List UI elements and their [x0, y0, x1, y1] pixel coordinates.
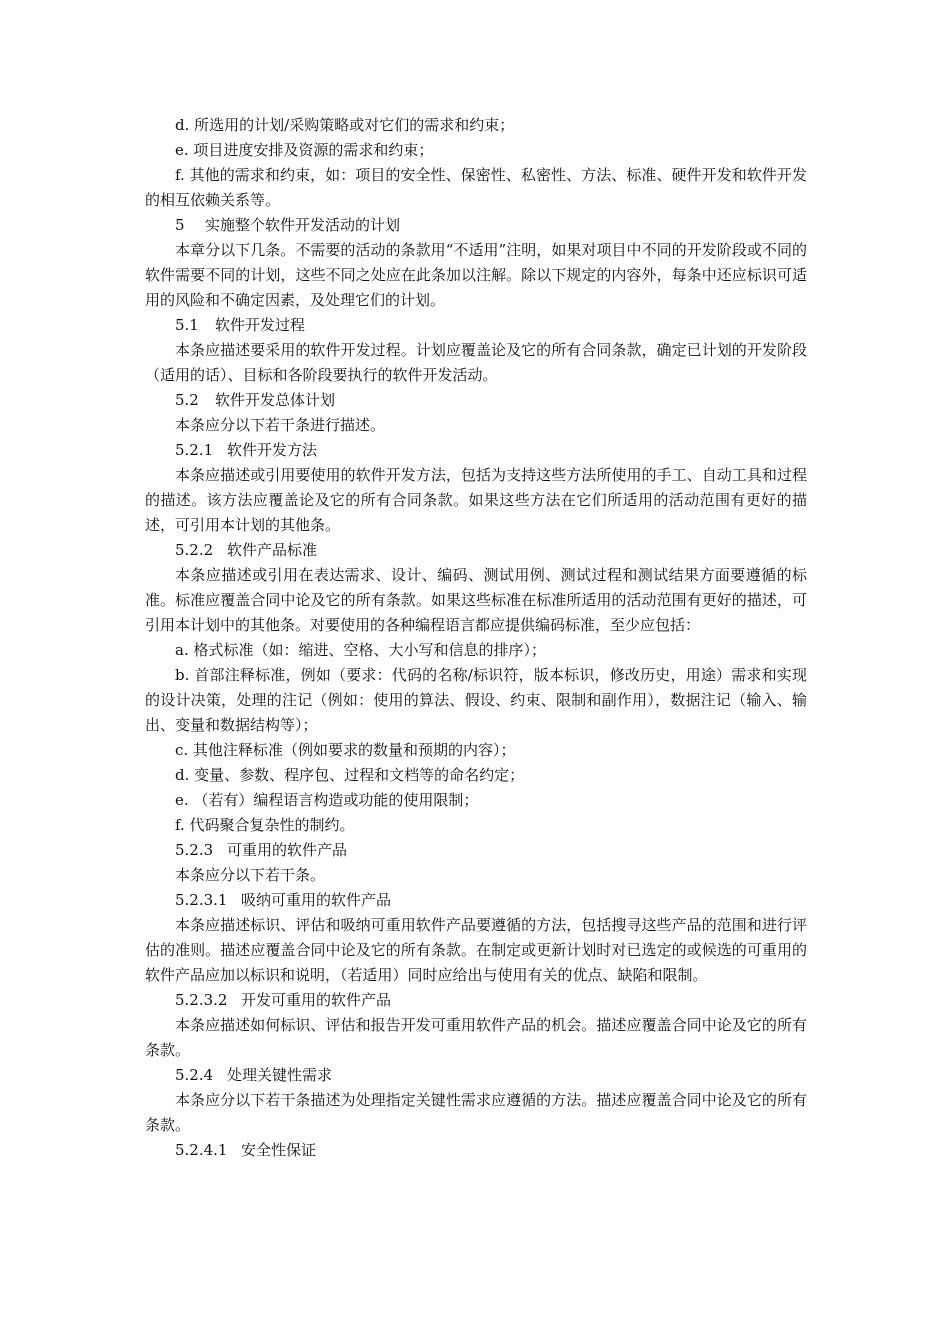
section-title: 吸纳可重用的软件产品 — [241, 891, 392, 909]
section-number: 5.2.3.2 — [175, 991, 228, 1009]
section-title: 实施整个软件开发活动的计划 — [205, 216, 401, 234]
section-body-5-2-1: 本条应描述或引用要使用的软件开发方法，包括为支持这些方法所使用的手工、自动工具和过程的描述。该方法应覆盖论及它的所有合同条款。如果这些方法在它们所适用的活动范围有更好的描述，可引用本计划的其他条。 — [145, 466, 807, 534]
section-heading-5-1 — [145, 313, 807, 338]
section-number: 5.2.1 — [175, 441, 214, 459]
section-heading-5-2 — [145, 388, 807, 413]
section-heading-5-2-3 — [145, 838, 807, 863]
section-heading-5-2-2 — [145, 538, 807, 563]
section-number: 5.2.3 — [175, 841, 214, 859]
list-item-f: f. 代码聚合复杂性的制约。 — [175, 816, 355, 834]
section-title: 安全性保证 — [241, 1141, 317, 1159]
section-body-5-2-3-2: 本条应描述如何标识、评估和报告开发可重用软件产品的机会。描述应覆盖合同中论及它的所有条款。 — [145, 1016, 807, 1059]
section-heading-5-2-1 — [145, 438, 807, 463]
section-body-5-2-4: 本条应分以下若干条描述为处理指定关键性需求应遵循的方法。描述应覆盖合同中论及它的所有条款。 — [145, 1091, 807, 1134]
list-item-e: e. （若有）编程语言构造或功能的使用限制； — [175, 791, 479, 809]
section-number: 5.2.4 — [175, 1066, 214, 1084]
section-heading-5-2-3-1 — [145, 888, 807, 913]
section-body-5-2-3-1: 本条应描述标识、评估和吸纳可重用软件产品要遵循的方法，包括搜寻这些产品的范围和进行评估的准则。描述应覆盖合同中论及它的所有条款。在制定或更新计划时对已选定的或候选的可重用的软件产品应加以标识和说明，（若适用）同时应给出与使用有关的优点、缺陷和限制。 — [145, 916, 807, 984]
section-title: 软件开发过程 — [215, 316, 306, 334]
section-body-5-2-2: 本条应描述或引用在表达需求、设计、编码、测试用例、测试过程和测试结果方面要遵循的标准。标准应覆盖合同中论及它的所有条款。如果这些标准在标准所适用的活动范围有更好的描述，可引用本计划中的其他条。对要使用的各种编程语言都应提供编码标准，至少应包括： — [145, 566, 807, 634]
section-body-5: 本章分以下几条。不需要的活动的条款用“不适用”注明，如果对项目中不同的开发阶段或不同的软件需要不同的计划，这些不同之处应在此条加以注解。除以下规定的内容外，每条中还应标识可适用的风险和不确定因素，及处理它们的计划。 — [145, 241, 807, 309]
list-item-d: d. 变量、参数、程序包、过程和文档等的命名约定； — [175, 766, 525, 784]
document-page — [145, 113, 807, 1163]
list-item-f: f. 其他的需求和约束，如：项目的安全性、保密性、私密性、方法、标准、硬件开发和软件开发的相互依赖关系等。 — [145, 166, 807, 209]
section-number: 5.2.4.1 — [175, 1141, 228, 1159]
section-heading-5 — [145, 213, 807, 238]
section-number: 5.2.2 — [175, 541, 214, 559]
section-title: 处理关键性需求 — [227, 1066, 333, 1084]
section-heading-5-2-3-2 — [145, 988, 807, 1013]
section-title: 开发可重用的软件产品 — [241, 991, 392, 1009]
section-title: 软件开发方法 — [227, 441, 318, 459]
list-item-d: d. 所选用的计划/采购策略或对它们的需求和约束； — [175, 116, 515, 134]
section-heading-5-2-4 — [145, 1063, 807, 1088]
section-title: 可重用的软件产品 — [227, 841, 348, 859]
list-item-b: b. 首部注释标准，例如（要求：代码的名称/标识符，版本标识，修改历史，用途）需求和实现的设计决策，处理的注记（例如：使用的算法、假设、约束、限制和副作用），数据注记（输入、输出、变量和数据结构等）； — [145, 666, 807, 734]
section-body-5-2-3: 本条应分以下若干条。 — [175, 866, 326, 884]
section-body-5-1: 本条应描述要采用的软件开发过程。计划应覆盖论及它的所有合同条款，确定已计划的开发阶段（适用的话）、目标和各阶段要执行的软件开发活动。 — [145, 341, 807, 384]
list-item-e: e. 项目进度安排及资源的需求和约束； — [175, 141, 434, 159]
section-title: 软件开发总体计划 — [215, 391, 336, 409]
section-number: 5.1 — [175, 316, 199, 334]
section-title: 软件产品标准 — [227, 541, 318, 559]
list-item-a: a. 格式标准（如：缩进、空格、大小写和信息的排序）； — [175, 641, 546, 659]
section-number: 5 — [175, 216, 185, 234]
section-number: 5.2.3.1 — [175, 891, 228, 909]
section-heading-5-2-4-1 — [145, 1138, 807, 1163]
list-item-c: c. 其他注释标准（例如要求的数量和预期的内容）； — [175, 741, 516, 759]
section-number: 5.2 — [175, 391, 199, 409]
section-body-5-2: 本条应分以下若干条进行描述。 — [175, 416, 386, 434]
